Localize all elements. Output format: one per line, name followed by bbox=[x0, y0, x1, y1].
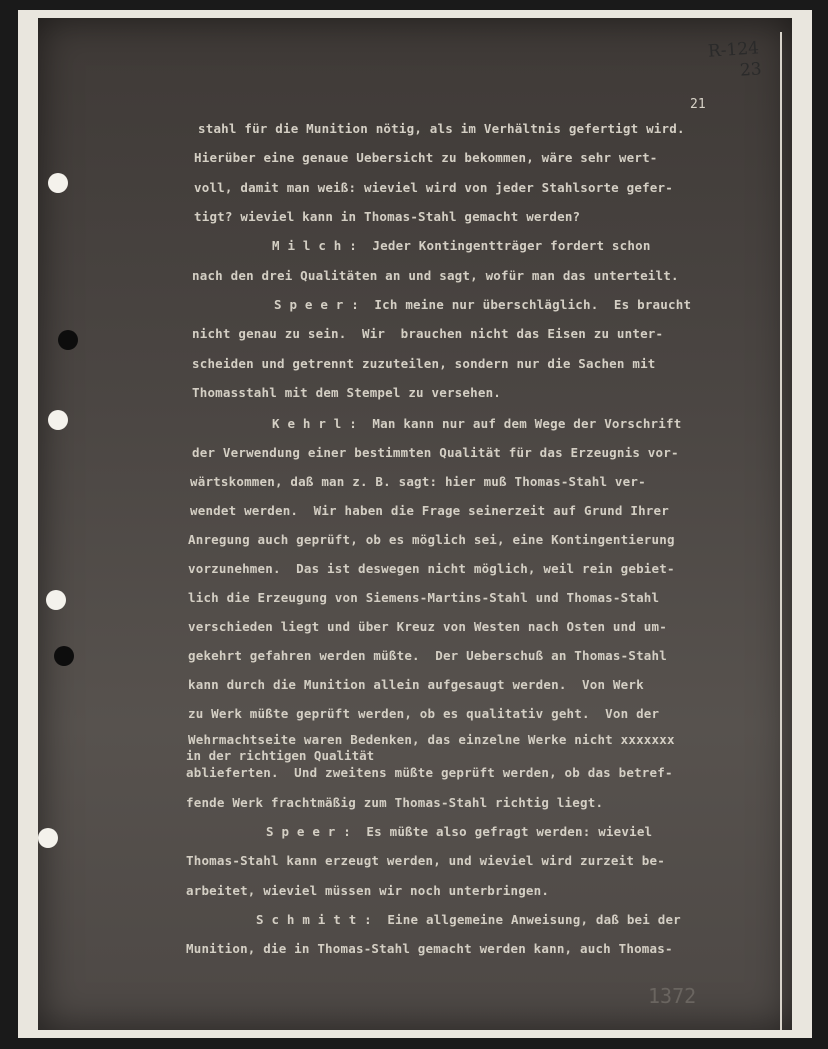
text-line: Anregung auch geprüft, ob es möglich sei, eine Kontingentierung bbox=[188, 532, 675, 547]
text-line: gekehrt gefahren werden müßte. Der Ueberschuß an Thomas-Stahl bbox=[188, 648, 667, 663]
speaker-line: S c h m i t t : Eine allgemeine Anweisung, daß bei der bbox=[256, 912, 681, 927]
text-line: verschieden liegt und über Kreuz von Westen nach Osten und um- bbox=[188, 619, 667, 634]
text-line: Hierüber eine genaue Uebersicht zu bekommen, wäre sehr wert- bbox=[194, 150, 658, 165]
punch-hole bbox=[46, 590, 66, 610]
text-line: wärtskommen, daß man z. B. sagt: hier muß Thomas-Stahl ver- bbox=[190, 474, 646, 489]
text-line: Thomas-Stahl kann erzeugt werden, und wieviel wird zurzeit be- bbox=[186, 853, 665, 868]
speaker-line: K e h r l : Man kann nur auf dem Wege der Vorschrift bbox=[272, 416, 682, 431]
typed-insertion: in der richtigen Qualität bbox=[186, 748, 375, 763]
text-line: kann durch die Munition allein aufgesaugt werden. Von Werk bbox=[188, 677, 644, 692]
text-line: tigt? wieviel kann in Thomas-Stahl gemacht werden? bbox=[194, 209, 581, 224]
text-line: voll, damit man weiß: wieviel wird von jeder Stahlsorte gefer- bbox=[194, 180, 673, 195]
punch-hole bbox=[38, 828, 58, 848]
page-number: 21 bbox=[690, 97, 706, 112]
text-line: Thomasstahl mit dem Stempel zu versehen. bbox=[192, 385, 502, 400]
text-line: scheiden und getrennt zuzuteilen, sondern nur die Sachen mit bbox=[192, 356, 656, 371]
text-line: nach den drei Qualitäten an und sagt, wofür man das unterteilt. bbox=[192, 268, 679, 283]
punch-hole bbox=[48, 173, 68, 193]
archive-reference-sub: 23 bbox=[739, 59, 763, 81]
punch-hole bbox=[54, 646, 74, 666]
photostat-page bbox=[38, 18, 792, 1030]
text-line: ablieferten. Und zweitens müßte geprüft werden, ob das betref- bbox=[186, 765, 673, 780]
speaker-line: S p e e r : Ich meine nur überschläglich. Es braucht bbox=[274, 297, 692, 312]
text-line: Munition, die in Thomas-Stahl gemacht werden kann, auch Thomas- bbox=[186, 941, 673, 956]
text-line: nicht genau zu sein. Wir brauchen nicht das Eisen zu unter- bbox=[192, 326, 664, 341]
text-line: zu Werk müßte geprüft werden, ob es qualitativ geht. Von der bbox=[188, 706, 660, 721]
text-line: stahl für die Munition nötig, als im Verhältnis gefertigt wird. bbox=[198, 121, 685, 136]
text-line: wendet werden. Wir haben die Frage seinerzeit auf Grund Ihrer bbox=[190, 503, 669, 518]
text-line: der Verwendung einer bestimmten Qualität für das Erzeugnis vor- bbox=[192, 445, 679, 460]
text-line: arbeitet, wieviel müssen wir noch unterbringen. bbox=[186, 883, 550, 898]
text-line: lich die Erzeugung von Siemens-Martins-Stahl und Thomas-Stahl bbox=[188, 590, 660, 605]
punch-hole bbox=[58, 330, 78, 350]
speaker-line: S p e e r : Es müßte also gefragt werden: wieviel bbox=[266, 824, 653, 839]
text-line: fende Werk frachtmäßig zum Thomas-Stahl richtig liegt. bbox=[186, 795, 604, 810]
text-line: vorzunehmen. Das ist deswegen nicht möglich, weil rein gebiet- bbox=[188, 561, 675, 576]
speaker-line: M i l c h : Jeder Kontingentträger fordert schon bbox=[272, 238, 651, 253]
archive-stamp-number: 1372 bbox=[648, 984, 697, 1008]
archive-reference: R-124 bbox=[707, 38, 760, 62]
text-line: Wehrmachtseite waren Bedenken, das einzelne Werke nicht xxxxxxx bbox=[188, 732, 675, 747]
punch-hole bbox=[48, 410, 68, 430]
